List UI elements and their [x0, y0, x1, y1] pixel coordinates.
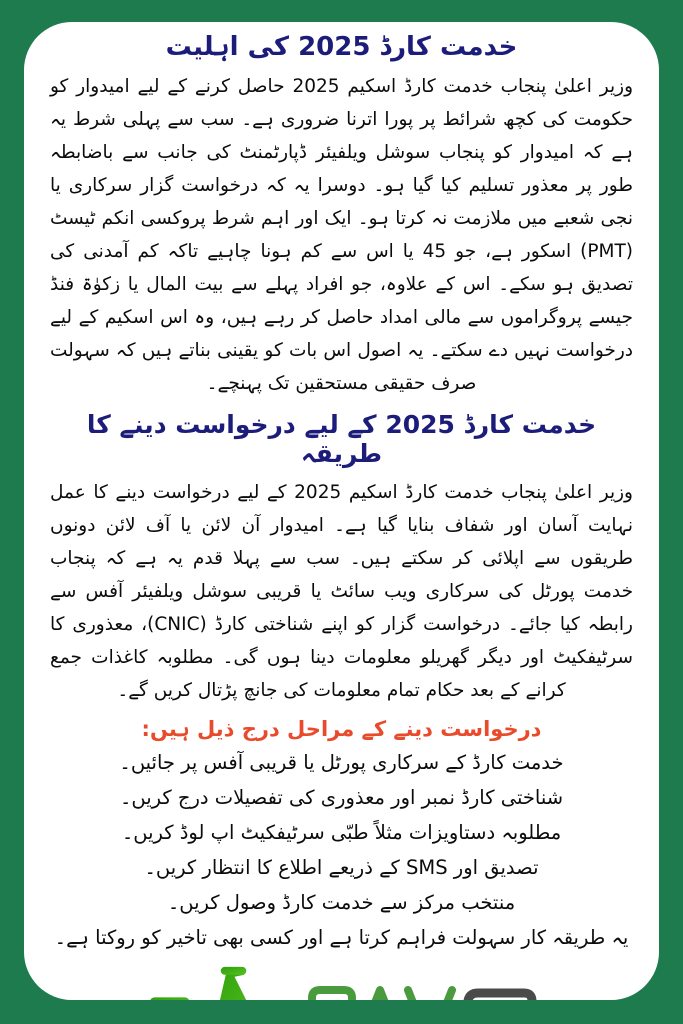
step-item: مطلوبہ دستاویزات مثلاً طبّی سرٹیفکیٹ اپ لوڈ کریں۔: [121, 821, 562, 844]
pave-logo: [50, 963, 633, 1000]
letter-a: [358, 990, 402, 1000]
application-process-paragraph: وزیر اعلیٰ پنجاب خدمت کارڈ اسکیم 2025 کے لیے درخواست دینے کا عمل نہایت آسان اور شفاف بنایا گیا ہے۔ امیدوار آن لائن یا آف لائن دونوں طریقوں سے اپلائی کر سکتے ہیں۔ سب سے پہلا قدم یہ ہے کہ پنجاب خدمت پورٹل کی سرکاری ویب سائٹ یا قریبی سوشل ویلفیئر آفس سے رابطہ کیا جائے۔ درخواست گزار کو اپنے شناختی کارڈ (CNIC)، معذوری کا سرٹیفکیٹ اور دیگر گھریلو معلومات دینا ہوں گی۔ مطلوبہ کاغذات جمع کرانے کے بعد حکام تمام معلومات کی جانچ پڑتال کریں گے۔: [50, 482, 633, 701]
closing-line: یہ طریقہ کار سہولت فراہم کرتا ہے اور کسی بھی تاخیر کو روکتا ہے۔: [54, 926, 629, 949]
electric-scooter-icon: [138, 963, 280, 1000]
step-item: خدمت کارڈ کے سرکاری پورٹل یا قریبی آفس پر جائیں۔: [119, 751, 564, 774]
article-card: [24, 22, 659, 1000]
scooter-seat: [150, 997, 189, 1000]
step-item: شناختی کارڈ نمبر اور معذوری کی تفصیلات درج کریں۔: [119, 786, 564, 809]
steps-list: [50, 745, 633, 955]
letter-p: [312, 990, 352, 1000]
how-to-apply-title: خدمت کارڈ 2025 کے لیے درخواست دینے کا طریقہ: [86, 410, 597, 468]
eligibility-paragraph: وزیر اعلیٰ پنجاب خدمت کارڈ اسکیم 2025 حاصل کرنے کے لیے امیدوار کو حکومت کی کچھ شرائط پر پورا اترنا ضروری ہے۔ سب سے پہلی شرط یہ ہے کہ امیدوار کو پنجاب سوشل ویلفیئر ڈپارٹمنٹ کی جانب سے باضابطہ طور پر معذور تسلیم کیا گیا ہو۔ دوسرا یہ کہ درخواست گزار سرکاری یا نجی شعبے میں ملازمت نہ کرتا ہو۔ ایک اور اہم شرط پروکسی انکم ٹیسٹ (PMT) اسکور ہے، جو 45 یا اس سے کم ہونا چاہیے تاکہ کم آمدنی کی تصدیق ہو سکے۔ اس کے علاوہ، جو افراد پہلے سے بیت المال یا زکوٰۃ فنڈ جیسے پروگراموں سے مالی امداد حاصل کر رہے ہیں، وہ اس اسکیم کے لیے درخواست نہیں دے سکتے۔ یہ اصول اس بات کو یقینی بناتے ہیں کہ سہولت صرف حقیقی مستحقین تک پہنچے۔: [50, 76, 634, 394]
page-title: خدمت کارڈ 2025 کی اہلیت: [165, 32, 518, 62]
step-item: منتخب مرکز سے خدمت کارڈ وصول کریں۔: [167, 891, 516, 914]
steps-heading: درخواست دینے کے مراحل درج ذیل ہیں:: [141, 717, 542, 741]
scooter-handlebar: [220, 967, 246, 975]
letter-v: [408, 990, 452, 1000]
letter-e: [467, 993, 531, 1000]
pave-wordmark: [306, 984, 546, 1000]
step-item: تصدیق اور SMS کے ذریعے اطلاع کا انتظار کریں۔: [144, 856, 539, 879]
